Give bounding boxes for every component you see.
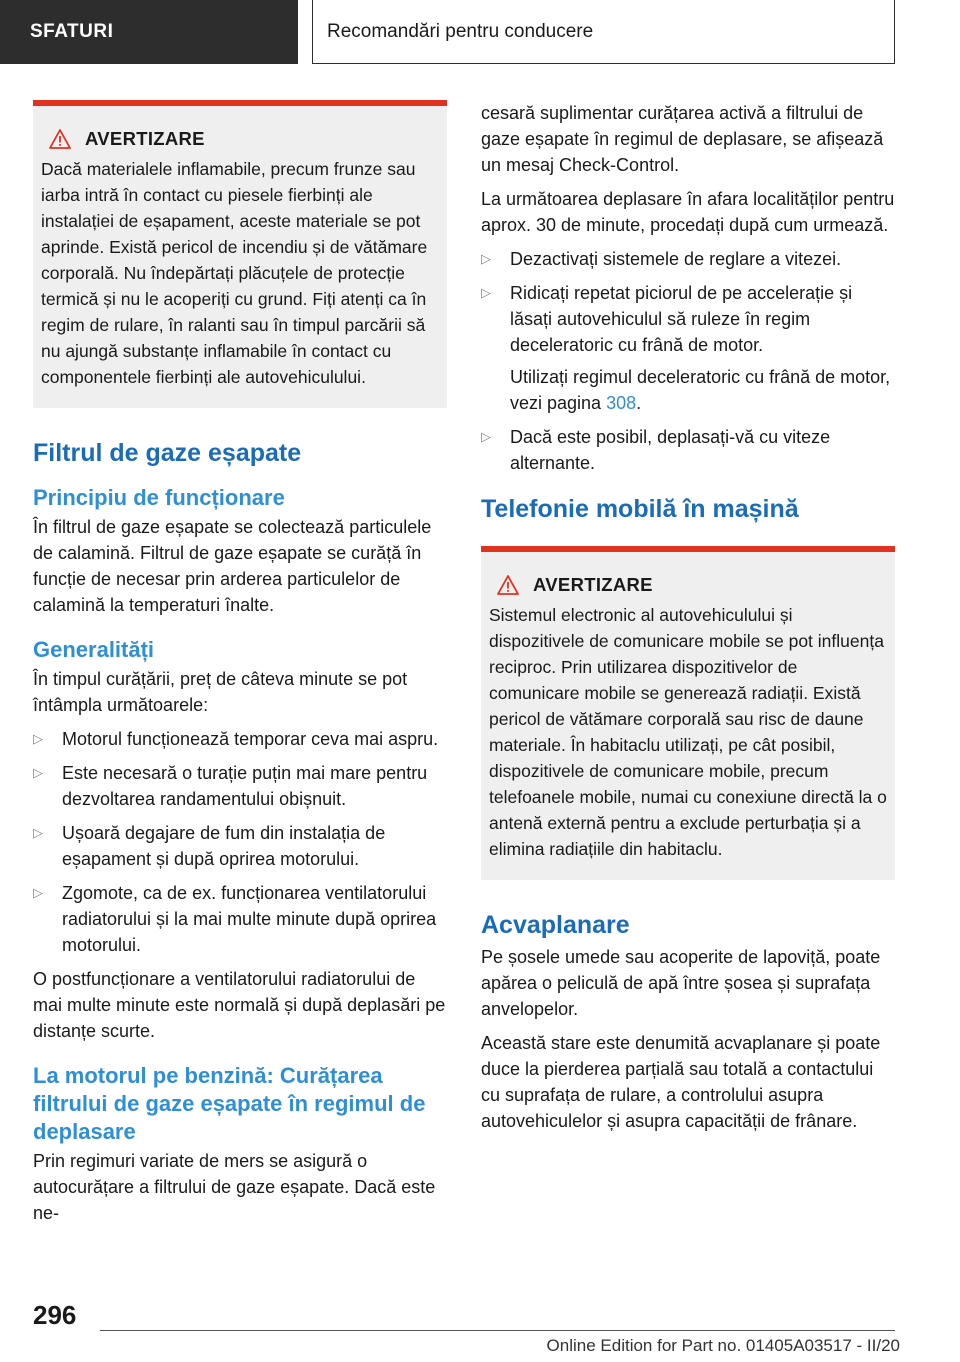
- list-item: ▷ Motorul funcționează temporar ceva mai aspru.: [33, 726, 447, 752]
- page-link-308[interactable]: 308: [606, 393, 637, 413]
- list-item: ▷ Dezactivați sistemele de reglare a vitezei.: [481, 246, 895, 272]
- section-tab: SFATURI: [0, 0, 298, 64]
- subheading-general: Generalități: [33, 637, 155, 662]
- paragraph-aquaplaning-1: Pe șosele umede sau acoperite de lapoviță, poate apărea o peliculă de apă între șosea și suprafața anvelopelor.: [481, 947, 881, 1019]
- left-column: [33, 100, 447, 1234]
- triangle-bullet-icon: ▷: [481, 429, 491, 444]
- warning-title: AVERTIZARE: [533, 574, 653, 595]
- warning-box-mobile: [481, 546, 895, 880]
- warning-title: AVERTIZARE: [85, 128, 205, 149]
- paragraph-next-drive: La următoarea deplasare în afara localităților pentru aprox. 30 de minute, procedați după cum urmează.: [481, 189, 895, 235]
- sub-paragraph: Utilizați regimul deceleratoric cu frână de motor, vezi pagina: [510, 367, 891, 413]
- triangle-bullet-icon: ▷: [33, 765, 43, 780]
- subheading-principle: Principiu de funcționare: [33, 485, 285, 510]
- triangle-bullet-icon: ▷: [33, 885, 43, 900]
- list-item: ▷ Dacă este posibil, deplasați-vă cu viteze alternante.: [481, 424, 895, 476]
- paragraph-post-run: O postfuncționare a ventilatorului radiatorului de mai multe minute este normală și după deplasări pe distanțe scurte.: [33, 969, 446, 1041]
- warning-triangle-icon: [497, 575, 519, 595]
- warning-text: Sistemul electronic al autovehiculului și dispozitivele de comunicare mobile se pot influența reciproc. Prin utilizarea dispozitivelor de comunicare mobile se generează radiații. Există pericol de vătămare corporală sau risc de daune materiale. În habitaclu utilizați, pe cât posibil, dispozitivele de comunicare mobile, precum telefoanele mobile, numai cu conexiune directă la o antenă externă pentru a exclude perturbația și a elimina radiațiile din habitaclu.: [489, 605, 887, 859]
- paragraph-principle: În filtrul de gaze eșapate se colectează particulele de calamină. Filtrul de gaze eșapate se curăță în funcție de necesar prin arderea particulelor de calamină la temperaturi înalte.: [33, 517, 432, 615]
- section-heading-mobile: Telefonie mobilă în mașină: [481, 495, 799, 523]
- section-heading-exhaust-filter: Filtrul de gaze eșapate: [33, 439, 302, 467]
- triangle-bullet-icon: ▷: [33, 825, 43, 840]
- subheading-petrol-cleaning: La motorul pe benzină: Curățarea filtrului de gaze eșapate în regimul de deplasare: [33, 1063, 426, 1144]
- list-item: ▷ Zgomote, ca de ex. funcționarea ventilatorului radiatorului și la mai multe minute după oprirea motorului.: [33, 880, 447, 958]
- warning-triangle-icon: [49, 129, 71, 149]
- cleaning-effects-list: [33, 726, 447, 958]
- warning-box-fire: [33, 100, 447, 408]
- triangle-bullet-icon: ▷: [481, 251, 491, 266]
- paragraph-continued: cesară suplimentar curățarea activă a filtrului de gaze eșapate în regimul de deplasare, se afișează un mesaj Check-Control.: [481, 103, 884, 175]
- list-item: ▷ Ridicați repetat piciorul de pe accelerație și lăsați autovehiculul să ruleze în regim deceleratoric cu frână de motor. Utilizați regimul deceleratoric cu frână de motor, vezi pagina 308.: [481, 280, 895, 416]
- right-column: [481, 100, 895, 1142]
- paragraph-aquaplaning-2: Această stare este denumită acvaplanare și poate duce la pierderea parțială sau totală a contactului cu suprafața de rulare, a controlului asupra autovehiculelor și asupra capacității de frânare.: [481, 1033, 881, 1131]
- footer-divider: [100, 1330, 895, 1331]
- procedure-list: [481, 246, 895, 476]
- paragraph-petrol-cleaning: Prin regimuri variate de mers se asigură o autocurățare a filtrului de gaze eșapate. Dacă este ne-: [33, 1151, 436, 1223]
- paragraph-general: În timpul curățării, preț de câteva minute se pot întâmpla următoarele:: [33, 669, 408, 715]
- warning-text: Dacă materialele inflamabile, precum frunze sau iarba intră în contact cu piesele fierbinți ale instalației de eșapament, aceste materiale se pot aprinde. Există pericol de incendiu și de vătămare corporală. Nu îndepărtați plăcuțele de protecție termică și nu le acoperiți cu grund. Fiți atenți ca în regim de rulare, în ralanti sau în timpul parcării să nu ajungă substanțe inflamabile în contact cu componentele fierbinți ale autovehiculului.: [41, 159, 428, 387]
- page-number: 296: [33, 1300, 77, 1330]
- triangle-bullet-icon: ▷: [33, 731, 43, 746]
- chapter-title: Recomandări pentru conducere: [312, 0, 895, 64]
- page-header: [0, 0, 960, 66]
- list-item: ▷ Este necesară o turație puțin mai mare pentru dezvoltarea randamentului obișnuit.: [33, 760, 447, 812]
- list-item: ▷ Ușoară degajare de fum din instalația de eșapament și după oprirea motorului.: [33, 820, 447, 872]
- triangle-bullet-icon: ▷: [481, 285, 491, 300]
- section-heading-aquaplaning: Acvaplanare: [481, 911, 630, 939]
- footer-edition: Online Edition for Part no. 01405A03517 - II/20: [546, 1336, 900, 1355]
